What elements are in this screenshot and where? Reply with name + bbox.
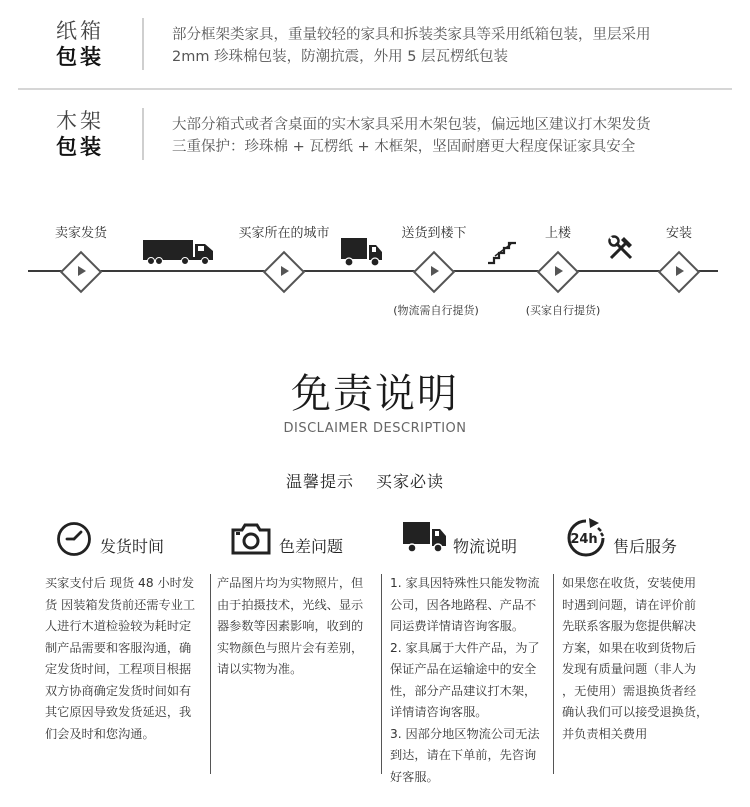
col-body-shipping-time xyxy=(45,573,201,745)
tip-right: 买家必读 xyxy=(376,472,445,491)
truck-large-icon xyxy=(143,238,215,266)
step-upstairs: 上楼 xyxy=(544,226,572,241)
carton-text-line2: 2mm 珍珠棉包装，防潮抗震，外用 5 层瓦楞纸包装 xyxy=(172,49,509,65)
col-heading-after-sales: 售后服务 xyxy=(613,537,678,556)
text-line: ，无使用）需退换货者经 xyxy=(562,683,697,698)
carton-packaging-title xyxy=(45,18,115,70)
clock-icon xyxy=(56,521,92,557)
text-line: 如果您在收货，安装使用 xyxy=(562,576,697,590)
text-line: 详情请咨询客服。 xyxy=(390,705,488,719)
text-line: 定发货时间，工程项目根据 xyxy=(45,662,192,676)
text-line: 2. 家具属于大件产品，为了 xyxy=(390,640,540,655)
play-icon xyxy=(676,266,684,276)
text-line: 发现有质量问题（非人为 xyxy=(562,662,697,676)
step-downstairs: 送货到楼下 xyxy=(401,226,467,241)
24h-service-icon xyxy=(565,517,607,559)
disclaimer-subtitle: DISCLAIMER DESCRIPTION xyxy=(283,421,467,436)
carton-text-line1: 部分框架类家具，重量较轻的家具和拆装类家具等采用纸箱包装，里层采用 xyxy=(172,27,651,43)
24h-badge-text: 24h xyxy=(570,532,598,547)
wood-title-line2: 包装 xyxy=(56,135,104,159)
carton-divider xyxy=(142,18,144,70)
col-heading-color-difference: 色差问题 xyxy=(279,537,344,556)
note-buyer-pickup: (买家自行提货) xyxy=(525,304,601,317)
text-line: 产品图片均为实物照片，但 xyxy=(217,576,364,590)
text-line: 保证产品在运输途中的安全 xyxy=(390,662,537,676)
text-line: 货 因装箱发货前还需专业工 xyxy=(45,597,196,612)
text-line: 器参数等因素影响，收到的 xyxy=(217,619,364,633)
col-heading-shipping-time: 发货时间 xyxy=(100,537,165,556)
text-line: 同运费详情请咨询客服。 xyxy=(390,619,525,633)
wood-packaging-title xyxy=(45,108,115,160)
text-line: 时遇到问题，请在评价前 xyxy=(562,597,697,612)
text-line: 实物颜色与照片会有差别， xyxy=(217,640,364,655)
step-buyer-city: 买家所在的城市 xyxy=(238,226,330,241)
col-body-after-sales xyxy=(562,573,718,745)
text-line: 人进行木道检验较为耗时定 xyxy=(45,619,192,633)
col-heading-logistics: 物流说明 xyxy=(453,537,518,556)
tools-icon xyxy=(607,234,635,262)
text-line: 好客服。 xyxy=(390,769,439,784)
carton-title-line2: 包装 xyxy=(56,45,104,69)
carton-packaging-text xyxy=(172,24,732,68)
stairs-icon xyxy=(487,241,517,265)
wood-title-line1: 木架 xyxy=(56,109,104,133)
play-icon xyxy=(281,266,289,276)
col-body-logistics xyxy=(390,573,546,788)
text-line: 到达，请在下单前，先咨询 xyxy=(390,748,537,762)
delivery-truck-icon xyxy=(403,521,447,553)
text-line: 们会及时和您沟通。 xyxy=(45,726,155,741)
text-line: 请以实物为准。 xyxy=(217,662,303,676)
wood-text-line1: 大部分箱式或者含桌面的实木家具采用木架包装，偏远地区建议打木架发货 xyxy=(172,117,651,133)
play-icon xyxy=(555,266,563,276)
note-logistics-pickup: (物流需自行提货) xyxy=(393,304,479,317)
text-line: 先联系客服为您提供解决 xyxy=(562,619,697,633)
column-separator xyxy=(381,574,382,774)
text-line: 方案，如果在收到货物后 xyxy=(562,640,697,655)
step-install: 安装 xyxy=(665,226,693,241)
text-line: 并负责相关费用 xyxy=(562,726,648,741)
text-line: 双方协商确定发货时间如有 xyxy=(45,683,192,698)
section-divider xyxy=(18,88,732,90)
text-line: 确认我们可以接受退换货， xyxy=(562,705,709,719)
text-line: 买家支付后 现货 48 小时发 xyxy=(45,576,195,590)
disclaimer-title: 免责说明 xyxy=(291,371,459,417)
play-icon xyxy=(431,266,439,276)
wood-text-line2: 三重保护：珍珠棉 + 瓦楞纸 + 木框架，坚固耐磨更大程度保证家具安全 xyxy=(172,139,636,155)
text-line: 其它原因导致发货延迟，我 xyxy=(45,705,192,719)
carton-title-line1: 纸箱 xyxy=(56,19,104,43)
truck-small-icon xyxy=(341,237,383,267)
wood-divider xyxy=(142,108,144,160)
text-line: 由于拍摄技术，光线、显示 xyxy=(217,597,364,612)
tip-left: 温馨提示 xyxy=(286,472,355,491)
col-body-color-difference xyxy=(217,573,373,681)
column-separator xyxy=(210,574,211,774)
wood-packaging-text xyxy=(172,114,732,158)
text-line: 性，部分产品建议打木架， xyxy=(390,683,537,698)
play-icon xyxy=(78,266,86,276)
camera-icon xyxy=(231,523,271,555)
column-separator xyxy=(553,574,554,774)
text-line: 制产品需要和客服沟通，确 xyxy=(45,640,192,655)
text-line: 公司，因各地路程、产品不 xyxy=(390,597,537,612)
text-line: 1. 家具因特殊性只能发物流 xyxy=(390,576,540,590)
flow-line xyxy=(28,270,718,272)
step-seller-ships: 卖家发货 xyxy=(54,226,108,241)
text-line: 3. 因部分地区物流公司无法 xyxy=(390,726,540,741)
